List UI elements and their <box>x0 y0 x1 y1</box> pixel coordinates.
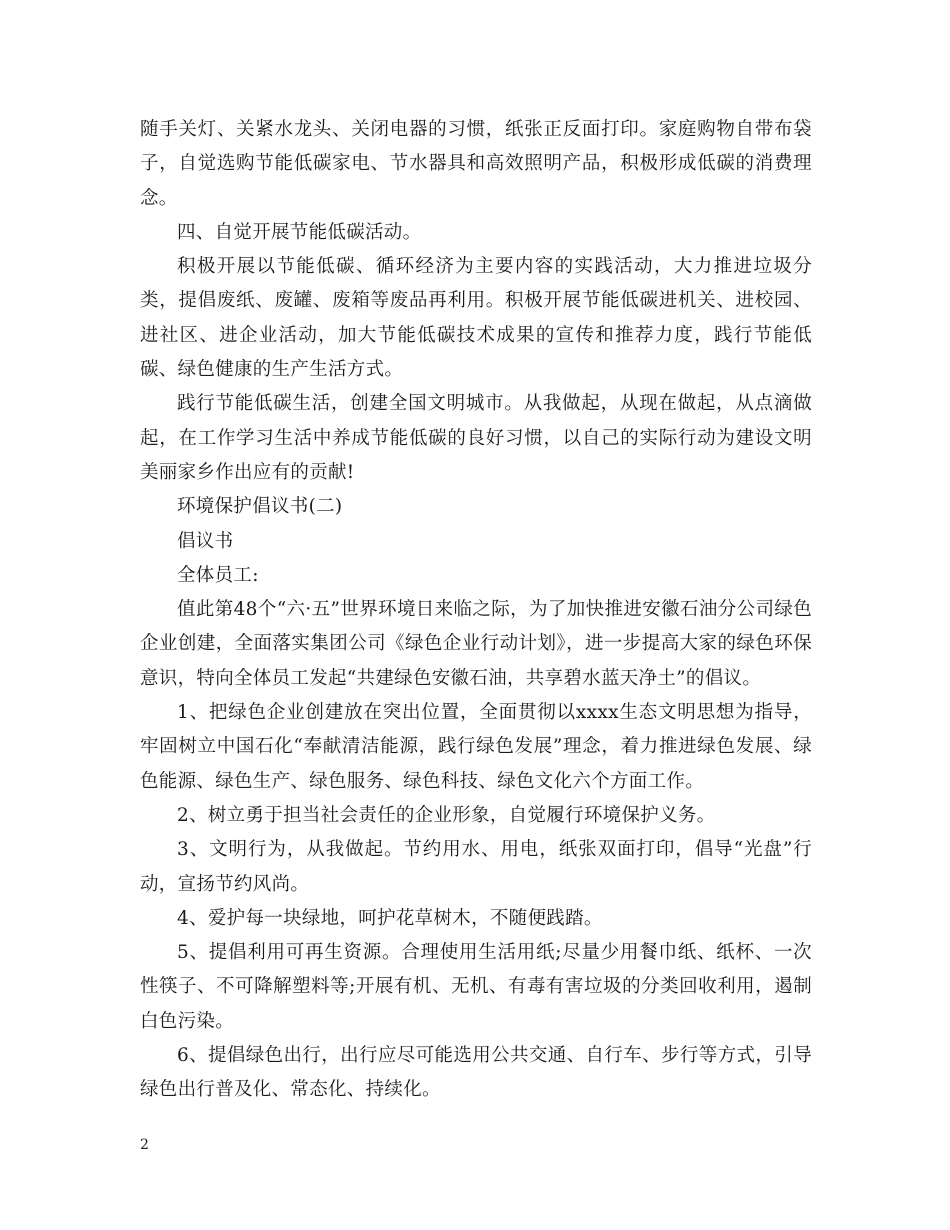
list-item: 3、文明行为，从我做起。节约用水、用电，纸张双面打印，倡导“光盘”行动，宣扬节约风尚。 <box>140 839 812 895</box>
page-number: 2 <box>140 1137 149 1153</box>
list-item: 1、把绿色企业创建放在突出位置，全面贯彻以xxxx生态文明思想为指导，牢固树立中国石化“奉献清洁能源，践行绿色发展”理念，着力推进绿色发展、绿色能源、绿色生产、绿色服务、绿色科技、绿色文化六个方面工作。 <box>140 702 812 792</box>
paragraph: 积极开展以节能低碳、循环经济为主要内容的实践活动，大力推进垃圾分类，提倡废纸、废罐、废箱等废品再利用。积极开展节能低碳进机关、进校园、进社区、进企业活动，加大节能低碳技术成果的宣传和推荐力度，践行节能低碳、绿色健康的生产生活方式。 <box>140 256 812 381</box>
list-item: 2、树立勇于担当社会责任的企业形象，自觉履行环境保护义务。 <box>177 804 716 826</box>
paragraph: 践行节能低碳生活，创建全国文明城市。从我做起，从现在做起，从点滴做起，在工作学习生活中养成节能低碳的良好习惯，以自己的实际行动为建设文明美丽家乡作出应有的贡献! <box>140 393 812 483</box>
list-item: 5、提倡利用可再生资源。合理使用生活用纸;尽量少用餐巾纸、纸杯、一次性筷子、不可降解塑料等;开展有机、无机、有毒有害垃圾的分类回收利用，遏制白色污染。 <box>140 942 812 1032</box>
section-heading: 四、自觉开展节能低碳活动。 <box>177 221 422 243</box>
document-title: 环境保护倡议书(二) <box>177 496 343 518</box>
salutation: 全体员工: <box>177 564 259 586</box>
document-body <box>140 113 812 1108</box>
list-item: 4、爱护每一块绿地，呵护花草树木，不随便践踏。 <box>177 907 603 929</box>
document-subtitle: 倡议书 <box>177 530 234 552</box>
paragraph: 值此第48个“六·五”世界环境日来临之际，为了加快推进安徽石油分公司绿色企业创建，全面落实集团公司《绿色企业行动计划》，进一步提高大家的绿色环保意识，特向全体员工发起“共建绿色安徽石油，共享碧水蓝天净土”的倡议。 <box>140 599 812 689</box>
paragraph: 随手关灯、关紧水龙头、关闭电器的习惯，纸张正反面打印。家庭购物自带布袋子，自觉选购节能低碳家电、节水器具和高效照明产品，积极形成低碳的消费理念。 <box>140 119 812 209</box>
list-item: 6、提倡绿色出行，出行应尽可能选用公共交通、自行车、步行等方式，引导绿色出行普及化、常态化、持续化。 <box>140 1045 812 1101</box>
